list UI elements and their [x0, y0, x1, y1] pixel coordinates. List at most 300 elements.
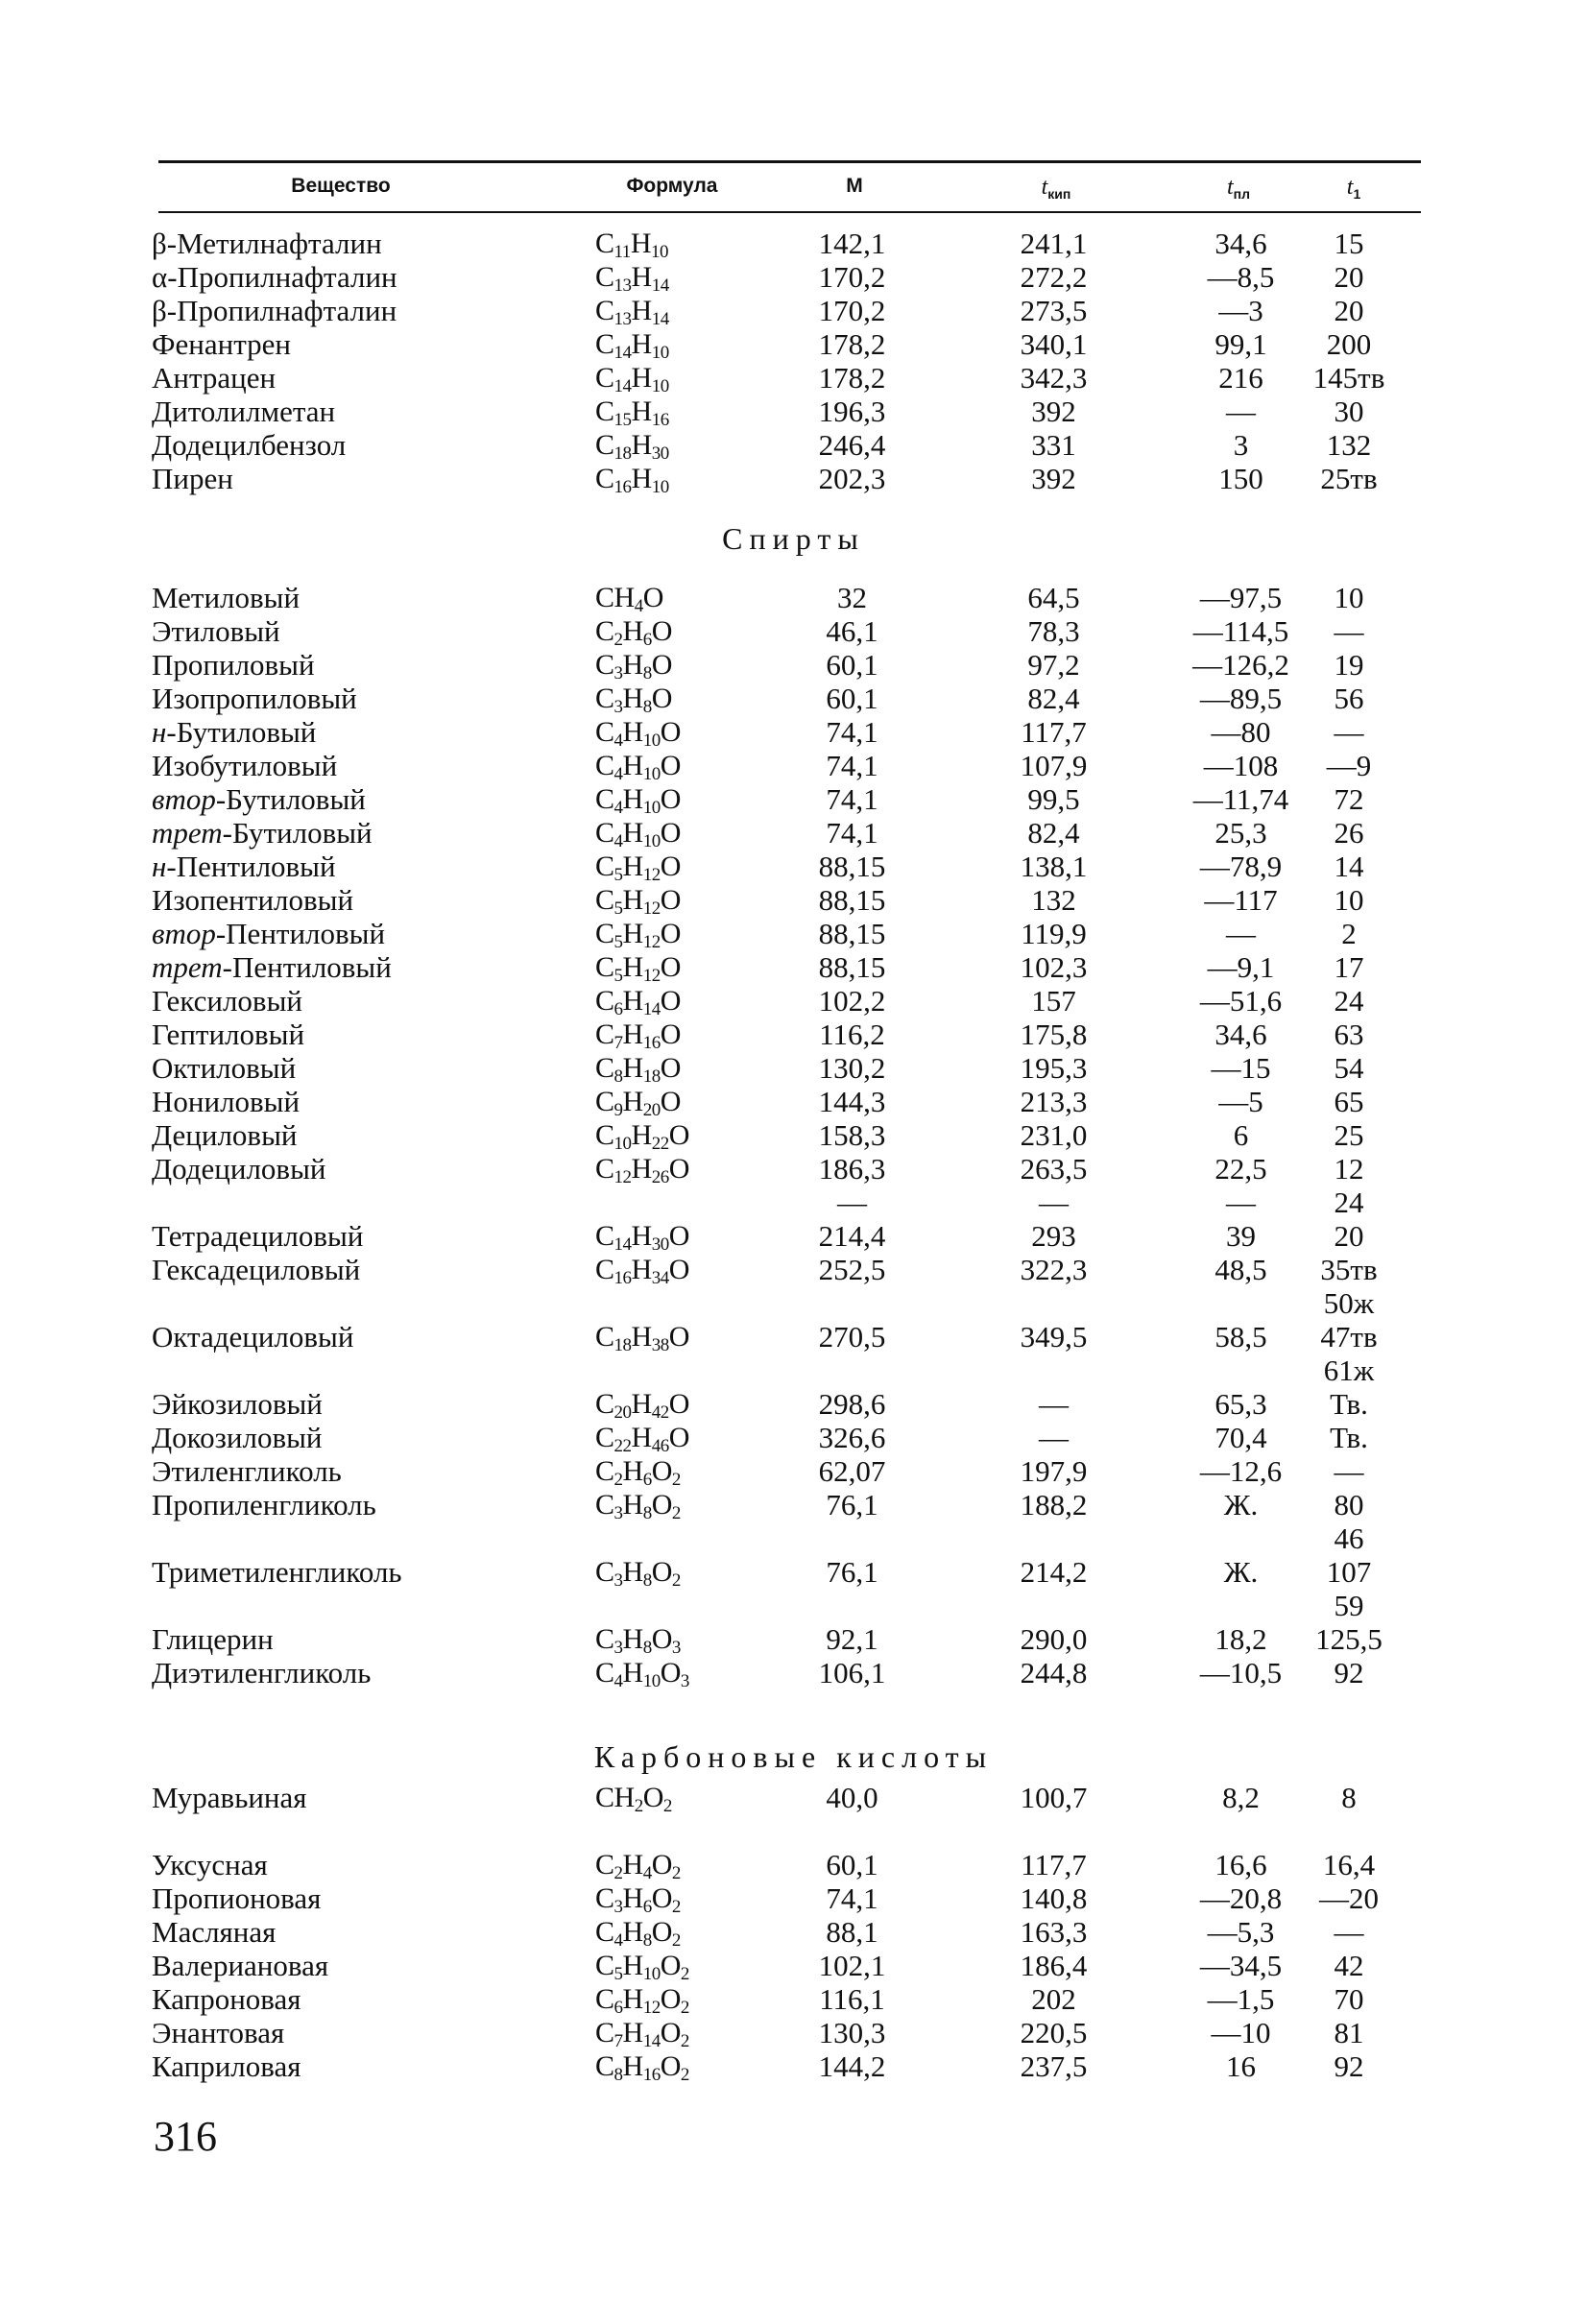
formula: $C_5H_{10}O_2$: [595, 1950, 689, 1984]
boiling-point: 157: [1031, 984, 1076, 1018]
molar-mass: 144,3: [818, 1085, 886, 1118]
molar-mass: 214,4: [818, 1219, 886, 1253]
substance-name: Изобутиловый: [152, 749, 338, 782]
melting-point: —51,6: [1199, 984, 1283, 1018]
melting-point: —80: [1211, 715, 1271, 749]
substance-name: Додециловый: [152, 1152, 326, 1186]
formula: $C_{15}H_{16}$: [595, 395, 669, 430]
formula: $C_4H_{10}O$: [595, 817, 681, 851]
table-row: [0, 1488, 1587, 1555]
molar-mass: 88,15: [818, 917, 886, 950]
flash-temperature-second: 61ж: [1323, 1354, 1375, 1387]
boiling-point: 340,1: [1020, 327, 1088, 361]
table-row: [0, 1387, 1587, 1421]
molar-mass: 88,15: [818, 850, 886, 883]
substance-name: втор-Бутиловый: [152, 782, 366, 816]
formula: $C_{20}H_{42}O$: [595, 1388, 689, 1423]
flash-temperature: 24: [1334, 1186, 1364, 1219]
formula: $C_8H_{18}O$: [595, 1052, 681, 1087]
molar-mass: 170,2: [818, 294, 886, 327]
header-formula: Формула: [626, 175, 718, 197]
melting-point: 39: [1226, 1219, 1256, 1253]
melting-point: —9,1: [1207, 950, 1275, 984]
substance-name: Этиловый: [152, 614, 280, 648]
formula: $C_4H_{10}O$: [595, 750, 681, 784]
flash-temperature: 125,5: [1315, 1622, 1383, 1656]
flash-temperature: 145тв: [1312, 361, 1385, 395]
boiling-point: 132: [1031, 883, 1076, 917]
molar-mass: 158,3: [818, 1118, 886, 1152]
formula: $C_5H_{12}O$: [595, 951, 681, 986]
table-row: [0, 1656, 1587, 1689]
molar-mass: 246,4: [818, 428, 886, 462]
substance-name: Гексиловый: [152, 984, 302, 1018]
boiling-point: 175,8: [1020, 1018, 1088, 1051]
page-number: 316: [154, 2113, 217, 2160]
flash-temperature: 15: [1334, 227, 1364, 260]
flash-temperature: 56: [1334, 682, 1364, 715]
flash-temperature: 72: [1334, 782, 1364, 816]
melting-point: 70,4: [1214, 1421, 1267, 1454]
substance-name: н-Пентиловый: [152, 850, 336, 883]
melting-point: —15: [1211, 1051, 1271, 1085]
boiling-point: 342,3: [1020, 361, 1088, 395]
molar-mass: 144,2: [818, 2049, 886, 2083]
melting-point: —5: [1218, 1085, 1263, 1118]
molar-mass: 142,1: [818, 227, 886, 260]
flash-temperature: 30: [1334, 395, 1364, 428]
formula: $C_2H_6O_2$: [595, 1455, 681, 1490]
formula: $C_{13}H_{14}$: [595, 295, 669, 329]
melting-point: —8,5: [1207, 260, 1275, 294]
table-row: [0, 883, 1587, 917]
molar-mass: 116,1: [819, 1982, 885, 2016]
formula: $CH_2O_2$: [595, 1782, 672, 1816]
boiling-point: 138,1: [1020, 850, 1088, 883]
formula: $CH_4O$: [595, 582, 663, 616]
boiling-point: —: [1039, 1387, 1069, 1421]
melting-point: 25,3: [1214, 816, 1267, 850]
table-row: [0, 428, 1587, 462]
table-row: [0, 950, 1587, 984]
flash-temperature: 35тв: [1320, 1253, 1378, 1286]
molar-mass: 88,15: [818, 950, 886, 984]
boiling-point: 82,4: [1027, 682, 1080, 715]
boiling-point: 186,4: [1020, 1949, 1088, 1982]
flash-temperature: 25тв: [1320, 462, 1378, 495]
melting-point: —117: [1204, 883, 1278, 917]
substance-name: трет-Пентиловый: [152, 950, 392, 984]
substance-name: Гептиловый: [152, 1018, 305, 1051]
molar-mass: 298,6: [818, 1387, 886, 1421]
flash-temperature: 92: [1334, 1656, 1364, 1689]
table-row: [0, 1915, 1587, 1949]
flash-temperature-second: 59: [1334, 1589, 1364, 1622]
formula: $C_7H_{14}O_2$: [595, 2017, 689, 2051]
melting-point: —12,6: [1199, 1454, 1283, 1488]
substance-name: Пропиленгликоль: [152, 1488, 376, 1521]
table-row: [0, 1454, 1587, 1488]
molar-mass: 102,1: [818, 1949, 886, 1982]
substance-name: Уксусная: [152, 1848, 268, 1881]
boiling-point: 97,2: [1027, 648, 1080, 682]
melting-point: 8,2: [1222, 1781, 1260, 1814]
table-row: [0, 1051, 1587, 1085]
formula: $C_{16}H_{34}O$: [595, 1254, 689, 1288]
melting-point: —89,5: [1199, 682, 1283, 715]
formula: $C_4H_8O_2$: [595, 1916, 681, 1951]
table-row: [0, 1118, 1587, 1152]
molar-mass: 74,1: [826, 749, 878, 782]
flash-temperature: 16,4: [1322, 1848, 1376, 1881]
substance-name: трет-Бутиловый: [152, 816, 373, 850]
molar-mass: 106,1: [818, 1656, 886, 1689]
boiling-point: —: [1039, 1186, 1069, 1219]
boiling-point: 290,0: [1020, 1622, 1088, 1656]
formula: $C_{18}H_{38}O$: [595, 1321, 689, 1355]
table-row: [0, 648, 1587, 682]
formula: $C_6H_{14}O$: [595, 985, 681, 1019]
melting-point: Ж.: [1223, 1555, 1259, 1589]
melting-point: —3: [1218, 294, 1263, 327]
boiling-point: 244,8: [1020, 1656, 1088, 1689]
table-row: [0, 1421, 1587, 1454]
table-row: [0, 1219, 1587, 1253]
substance-name: Изопентиловый: [152, 883, 354, 917]
flash-temperature: 10: [1334, 883, 1364, 917]
substance-name: Энантовая: [152, 2016, 285, 2049]
flash-temperature: 81: [1334, 2016, 1364, 2049]
substance-name: Каприловая: [152, 2049, 301, 2083]
flash-temperature: Тв.: [1330, 1421, 1368, 1454]
formula: $C_8H_{16}O_2$: [595, 2050, 689, 2085]
melting-point: 16: [1226, 2049, 1256, 2083]
substance-name: Триметиленгликоль: [152, 1555, 402, 1589]
table-row: [0, 1949, 1587, 1982]
substance-name: Валериановая: [152, 1949, 329, 1982]
substance-name: Дитолилметан: [152, 395, 336, 428]
flash-temperature: 20: [1334, 294, 1364, 327]
substance-name: Масляная: [152, 1915, 277, 1949]
molar-mass: 178,2: [818, 327, 886, 361]
flash-temperature: —: [1334, 1454, 1364, 1488]
substance-name: Нониловый: [152, 1085, 301, 1118]
molar-mass: 32: [837, 581, 867, 614]
molar-mass: 326,6: [818, 1421, 886, 1454]
table-row: [0, 581, 1587, 614]
flash-temperature: 200: [1326, 327, 1372, 361]
table-row: [0, 1848, 1587, 1881]
melting-point: Ж.: [1223, 1488, 1259, 1521]
formula: $C_{18}H_{30}$: [595, 429, 669, 464]
substance-name: Диэтиленгликоль: [152, 1656, 372, 1689]
molar-mass: 88,15: [818, 883, 886, 917]
substance-name: Пирен: [152, 462, 233, 495]
flash-temperature: 20: [1334, 1219, 1364, 1253]
flash-temperature: 47тв: [1320, 1320, 1378, 1354]
melting-point: 150: [1218, 462, 1263, 495]
substance-name: Октиловый: [152, 1051, 297, 1085]
table-row: [0, 1982, 1587, 2016]
boiling-point: 273,5: [1020, 294, 1088, 327]
substance-name: Пропиловый: [152, 648, 315, 682]
table-row: [0, 1555, 1587, 1622]
formula: $C_{14}H_{10}$: [595, 328, 669, 363]
flash-temperature: 26: [1334, 816, 1364, 850]
molar-mass: 252,5: [818, 1253, 886, 1286]
table-row: [0, 2049, 1587, 2083]
table-row: [0, 614, 1587, 648]
melting-point: —78,9: [1199, 850, 1283, 883]
flash-temperature: 65: [1334, 1085, 1364, 1118]
melting-point: 48,5: [1214, 1253, 1267, 1286]
flash-temperature: —: [1334, 1915, 1364, 1949]
table-row: [0, 1186, 1587, 1219]
molar-mass: 130,2: [818, 1051, 886, 1085]
melting-point: 58,5: [1214, 1320, 1267, 1354]
flash-temperature: 92: [1334, 2049, 1364, 2083]
molar-mass: 270,5: [818, 1320, 886, 1354]
table-row: [0, 1085, 1587, 1118]
melting-point: —11,74: [1192, 782, 1289, 816]
formula: $C_{16}H_{10}$: [595, 463, 669, 497]
substance-name: Пропионовая: [152, 1881, 322, 1915]
molar-mass: 74,1: [826, 1881, 878, 1915]
boiling-point: 263,5: [1020, 1152, 1088, 1186]
formula: $C_2H_4O_2$: [595, 1849, 681, 1883]
molar-mass: 74,1: [826, 782, 878, 816]
boiling-point: 82,4: [1027, 816, 1080, 850]
molar-mass: 62,07: [818, 1454, 886, 1488]
flash-temperature: 12: [1334, 1152, 1364, 1186]
flash-temperature: 20: [1334, 260, 1364, 294]
boiling-point: 107,9: [1020, 749, 1088, 782]
substance-name: Тетрадециловый: [152, 1219, 364, 1253]
table-row: [0, 361, 1587, 395]
melting-point: —1,5: [1207, 1982, 1275, 2016]
molar-mass: 202,3: [818, 462, 886, 495]
boiling-point: 64,5: [1027, 581, 1080, 614]
formula: $C_9H_{20}O$: [595, 1086, 681, 1120]
substance-name: β-Пропилнафталин: [152, 294, 397, 327]
substance-name: α-Пропилнафталин: [152, 260, 397, 294]
boiling-point: 241,1: [1020, 227, 1088, 260]
formula: $C_3H_8O_2$: [595, 1556, 681, 1591]
melting-point: —5,3: [1207, 1915, 1275, 1949]
boiling-point: 220,5: [1020, 2016, 1088, 2049]
table-row: [0, 327, 1587, 361]
flash-temperature: 19: [1334, 648, 1364, 682]
boiling-point: —: [1039, 1421, 1069, 1454]
formula: $C_{22}H_{46}O$: [595, 1422, 689, 1456]
boiling-point: 99,5: [1027, 782, 1080, 816]
flash-temperature-second: 46: [1334, 1521, 1364, 1555]
formula: $C_{14}H_{30}O$: [595, 1220, 689, 1255]
boiling-point: 117,7: [1021, 1848, 1087, 1881]
melting-point: —: [1226, 395, 1256, 428]
formula: $C_3H_8O$: [595, 683, 672, 717]
melting-point: —: [1226, 917, 1256, 950]
substance-name: Муравьиная: [152, 1781, 307, 1814]
molar-mass: 170,2: [818, 260, 886, 294]
formula: $C_{12}H_{26}O$: [595, 1153, 689, 1187]
flash-temperature: —9: [1326, 749, 1372, 782]
formula: $C_{10}H_{22}O$: [595, 1119, 689, 1154]
substance-name: β-Метилнафталин: [152, 227, 382, 260]
molar-mass: 40,0: [826, 1781, 878, 1814]
formula: $C_4H_{10}O_3$: [595, 1657, 689, 1691]
formula: $C_5H_{12}O$: [595, 884, 681, 919]
molar-mass: 186,3: [818, 1152, 886, 1186]
flash-temperature: —: [1334, 614, 1364, 648]
boiling-point: 237,5: [1020, 2049, 1088, 2083]
table-row: [0, 1881, 1587, 1915]
boiling-point: 272,2: [1020, 260, 1088, 294]
table-row: [0, 395, 1587, 428]
substance-name: втор-Пентиловый: [152, 917, 386, 950]
substance-name: Докозиловый: [152, 1421, 323, 1454]
formula: $C_3H_8O$: [595, 649, 672, 683]
boiling-point: 102,3: [1020, 950, 1088, 984]
molar-mass: 88,1: [826, 1915, 878, 1949]
melting-point: —114,5: [1192, 614, 1289, 648]
table-row: [0, 294, 1587, 327]
flash-temperature: 70: [1334, 1982, 1364, 2016]
flash-temperature: 132: [1326, 428, 1372, 462]
flash-temperature: 54: [1334, 1051, 1364, 1085]
boiling-point: 197,9: [1020, 1454, 1088, 1488]
molar-mass: 102,2: [818, 984, 886, 1018]
boiling-point: 188,2: [1020, 1488, 1088, 1521]
boiling-point: 331: [1031, 428, 1076, 462]
flash-temperature: —: [1334, 715, 1364, 749]
boiling-point: 140,8: [1020, 1881, 1088, 1915]
boiling-point: 293: [1031, 1219, 1076, 1253]
substance-name: н-Бутиловый: [152, 715, 317, 749]
formula: $C_6H_{12}O_2$: [595, 1983, 689, 2018]
flash-temperature: 25: [1334, 1118, 1364, 1152]
melting-point: —10,5: [1199, 1656, 1283, 1689]
formula: $C_2H_6O$: [595, 615, 672, 650]
boiling-point: 78,3: [1027, 614, 1080, 648]
table-row: [0, 984, 1587, 1018]
boiling-point: 117,7: [1021, 715, 1087, 749]
molar-mass: 74,1: [826, 715, 878, 749]
substance-name: Фенантрен: [152, 327, 291, 361]
table-row: [0, 462, 1587, 495]
boiling-point: 195,3: [1020, 1051, 1088, 1085]
flash-temperature: —20: [1319, 1881, 1379, 1915]
section-title-alcohols: Спирты: [722, 521, 865, 556]
boiling-point: 119,9: [1021, 917, 1087, 950]
melting-point: 34,6: [1214, 227, 1267, 260]
boiling-point: 213,3: [1020, 1085, 1088, 1118]
melting-point: —20,8: [1199, 1881, 1283, 1915]
melting-point: 65,3: [1214, 1387, 1267, 1421]
melting-point: —10: [1211, 2016, 1271, 2049]
flash-temperature-second: 50ж: [1323, 1286, 1375, 1320]
table-row: [0, 782, 1587, 816]
formula: $C_3H_8O_2$: [595, 1489, 681, 1523]
table-row: [0, 2016, 1587, 2049]
substance-name: Дециловый: [152, 1118, 298, 1152]
molar-mass: 60,1: [826, 682, 878, 715]
flash-temperature: Тв.: [1330, 1387, 1368, 1421]
flash-temperature: 80: [1334, 1488, 1364, 1521]
table-row: [0, 1018, 1587, 1051]
header-t-flash: $t_1$: [1346, 175, 1361, 203]
formula: $C_5H_{12}O$: [595, 918, 681, 952]
flash-temperature: 17: [1334, 950, 1364, 984]
substance-name: Эйкозиловый: [152, 1387, 323, 1421]
substance-name: Метиловый: [152, 581, 301, 614]
flash-temperature: 2: [1341, 917, 1357, 950]
formula: $C_5H_{12}O$: [595, 851, 681, 885]
flash-temperature: 63: [1334, 1018, 1364, 1051]
melting-point: 16,6: [1214, 1848, 1267, 1881]
molar-mass: 76,1: [826, 1555, 878, 1589]
molar-mass: 76,1: [826, 1488, 878, 1521]
melting-point: —97,5: [1199, 581, 1283, 614]
boiling-point: 322,3: [1020, 1253, 1088, 1286]
table-row: [0, 260, 1587, 294]
melting-point: —108: [1203, 749, 1279, 782]
boiling-point: 202: [1031, 1982, 1076, 2016]
flash-temperature: 107: [1326, 1555, 1372, 1589]
molar-mass: 74,1: [826, 816, 878, 850]
melting-point: 216: [1218, 361, 1263, 395]
substance-name: Гексадециловый: [152, 1253, 361, 1286]
table-row: [0, 1320, 1587, 1387]
header-t-boil: $t_{кип}$: [1041, 175, 1071, 203]
molar-mass: 196,3: [818, 395, 886, 428]
formula: $C_4H_{10}O$: [595, 783, 681, 818]
flash-temperature: 42: [1334, 1949, 1364, 1982]
boiling-point: 392: [1031, 462, 1076, 495]
table-row: [0, 1253, 1587, 1320]
melting-point: 3: [1233, 428, 1249, 462]
flash-temperature: 24: [1334, 984, 1364, 1018]
table-row: [0, 682, 1587, 715]
substance-name: Октадециловый: [152, 1320, 354, 1354]
table-row: [0, 850, 1587, 883]
formula: $C_4H_{10}O$: [595, 716, 681, 751]
boiling-point: 231,0: [1020, 1118, 1088, 1152]
substance-name: Антрацен: [152, 361, 277, 395]
melting-point: —126,2: [1192, 648, 1289, 682]
table-header-rule: [158, 211, 1421, 213]
substance-name: Капроновая: [152, 1982, 301, 2016]
molar-mass: —: [837, 1186, 867, 1219]
molar-mass: 130,3: [818, 2016, 886, 2049]
molar-mass: 60,1: [826, 648, 878, 682]
boiling-point: 100,7: [1020, 1781, 1088, 1814]
flash-temperature: 14: [1334, 850, 1364, 883]
formula: $C_3H_8O_3$: [595, 1623, 681, 1658]
boiling-point: 214,2: [1020, 1555, 1088, 1589]
melting-point: 6: [1233, 1118, 1249, 1152]
molar-mass: 92,1: [826, 1622, 878, 1656]
substance-name: Додецилбензол: [152, 428, 347, 462]
header-mass: M: [846, 175, 863, 197]
header-t-melt: $t_{пл}$: [1226, 175, 1251, 203]
melting-point: —34,5: [1199, 1949, 1283, 1982]
flash-temperature: 8: [1341, 1781, 1357, 1814]
flash-temperature: 10: [1334, 581, 1364, 614]
substance-name: Изопропиловый: [152, 682, 357, 715]
molar-mass: 178,2: [818, 361, 886, 395]
table-row: [0, 1781, 1587, 1814]
